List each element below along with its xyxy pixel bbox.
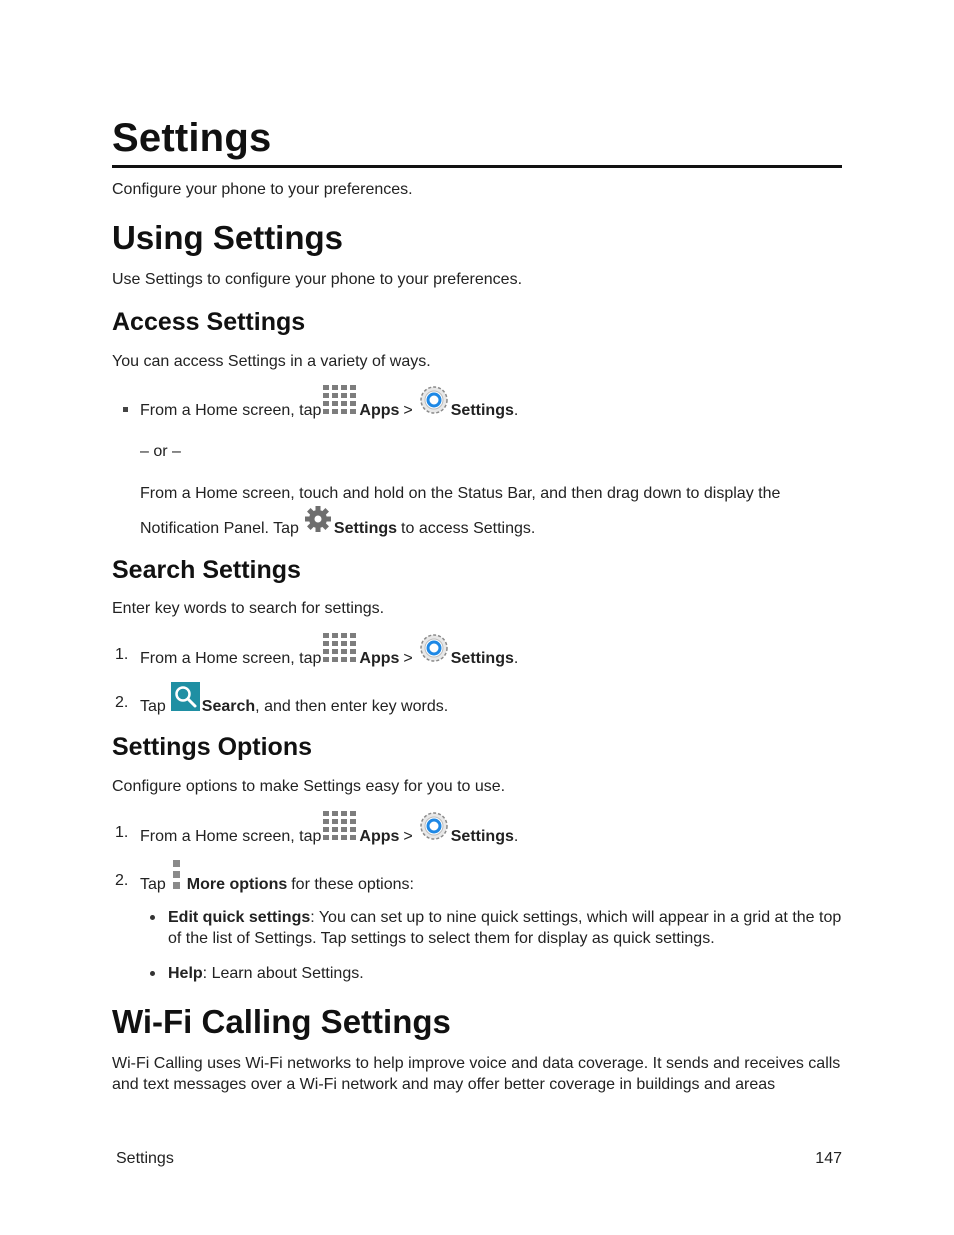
using-settings-text: Use Settings to configure your phone to your preferences. — [112, 271, 523, 288]
separator: > — [403, 402, 413, 419]
more-options-label: More options — [186, 876, 288, 893]
step-text: , and then enter key words. — [255, 698, 449, 715]
settings-gear-ring-icon — [419, 811, 449, 846]
period: . — [513, 650, 519, 667]
step-text: Tap — [140, 698, 166, 715]
settings-options-text: Configure options to make Settings easy for you to use. — [112, 778, 506, 795]
step-text: From a Home screen, tap — [140, 650, 322, 667]
step-text: Notification Panel. Tap — [140, 520, 299, 537]
step-text: to access Settings. — [401, 520, 536, 537]
option-description: : Learn about Settings. — [202, 965, 364, 982]
option-edit-quick-settings — [168, 907, 842, 949]
search-icon — [171, 682, 200, 716]
apps-grid-icon — [323, 632, 357, 668]
option-description: : You can set up to nine quick settings, which will appear in a grid at the top of the list of Settings. Tap settings to select them for display as quick settings. — [168, 909, 842, 947]
separator: > — [403, 650, 413, 667]
wifi-calling-text: Wi-Fi Calling uses Wi-Fi networks to help improve voice and data coverage. It sends and receives calls and text messages over a Wi-Fi network and may offer better coverage in buildings and areas — [112, 1055, 841, 1093]
settings-label: Settings — [450, 402, 514, 419]
bullet-marker — [123, 407, 128, 412]
option-help — [168, 963, 842, 984]
settings-options-heading: Settings Options — [112, 733, 312, 761]
option-title: Edit quick settings — [168, 909, 311, 926]
page-title: Settings — [112, 116, 272, 160]
gear-icon — [304, 505, 332, 538]
wifi-calling-heading: Wi-Fi Calling Settings — [112, 1003, 451, 1040]
access-settings-text: You can access Settings in a variety of ways. — [112, 353, 431, 370]
bullet-dot — [150, 971, 155, 976]
apps-label: Apps — [359, 650, 400, 667]
step-number: 2. — [115, 694, 129, 711]
access-alt-text: From a Home screen, touch and hold on the Status Bar, and then drag down to display the — [140, 485, 781, 502]
apps-grid-icon — [323, 810, 357, 846]
title-rule — [112, 165, 842, 168]
step-text: for these options: — [291, 876, 414, 893]
search-label: Search — [201, 698, 256, 715]
settings-label: Settings — [450, 828, 514, 845]
settings-gear-ring-icon — [419, 633, 449, 668]
using-settings-heading: Using Settings — [112, 219, 344, 256]
settings-gear-ring-icon — [419, 385, 449, 420]
period: . — [513, 402, 519, 419]
more-options-icon — [172, 858, 181, 894]
settings-label: Settings — [450, 650, 514, 667]
page-intro: Configure your phone to your preferences. — [112, 181, 413, 198]
option-title: Help — [168, 965, 203, 982]
search-settings-heading: Search Settings — [112, 556, 301, 584]
apps-grid-icon — [323, 384, 357, 420]
apps-label: Apps — [359, 828, 400, 845]
options-step-1 — [140, 810, 518, 846]
search-settings-text: Enter key words to search for settings. — [112, 600, 385, 617]
step-text: From a Home screen, tap — [140, 402, 322, 419]
footer-page-number: 147 — [815, 1150, 842, 1167]
apps-label: Apps — [359, 402, 400, 419]
separator: > — [403, 828, 413, 845]
settings-label: Settings — [333, 520, 398, 537]
options-step-2 — [140, 858, 414, 894]
step-number: 1. — [115, 646, 129, 663]
or-separator: – or – — [140, 443, 181, 460]
period: . — [513, 828, 519, 845]
access-step — [140, 384, 518, 420]
step-number: 1. — [115, 824, 129, 841]
step-text: Tap — [140, 876, 166, 893]
access-alt-step — [140, 504, 535, 538]
bullet-dot — [150, 915, 155, 920]
search-step-2 — [140, 680, 448, 716]
access-settings-heading: Access Settings — [112, 308, 306, 336]
search-step-1 — [140, 632, 518, 668]
step-number: 2. — [115, 872, 129, 889]
step-text: From a Home screen, tap — [140, 828, 322, 845]
footer-section-name: Settings — [116, 1150, 174, 1167]
